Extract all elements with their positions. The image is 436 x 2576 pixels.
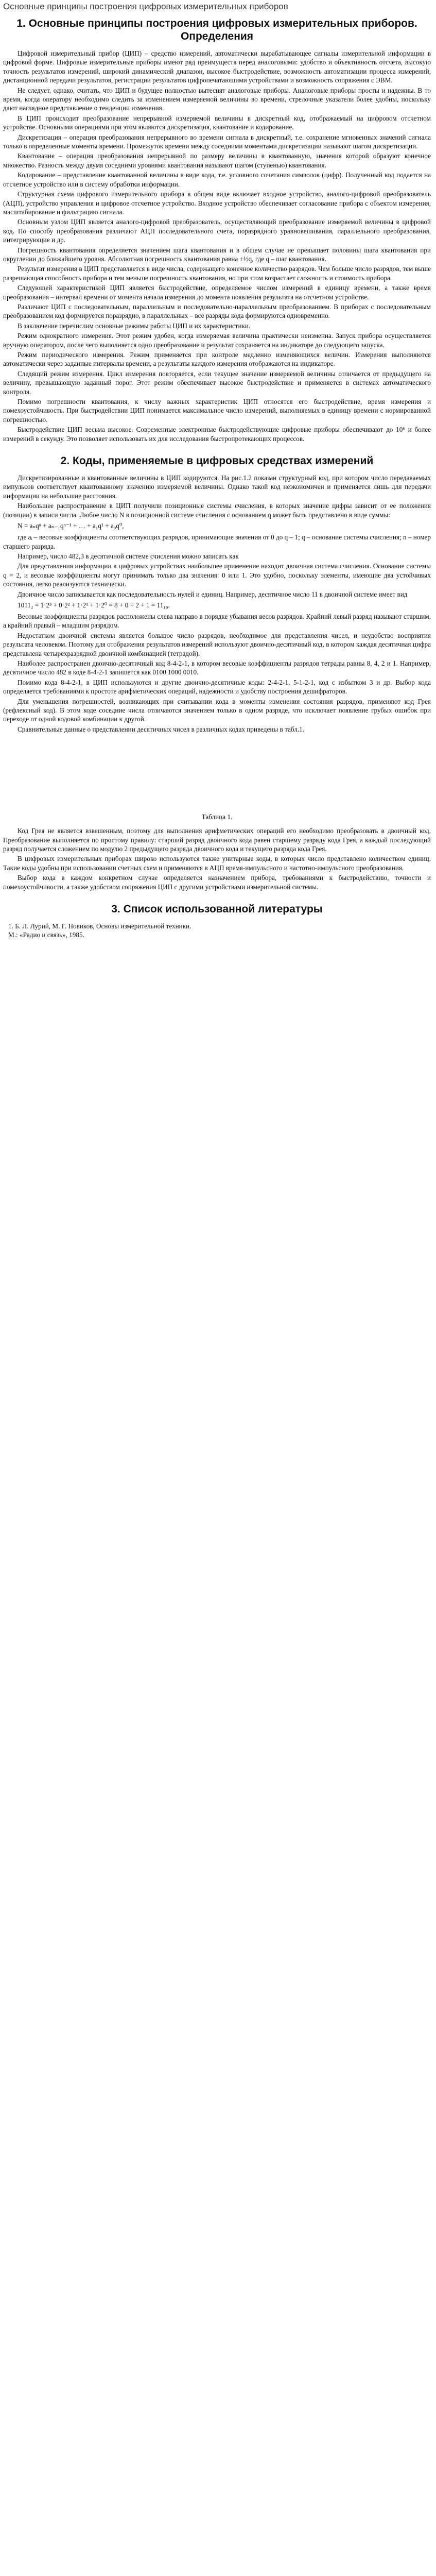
paragraph: Помимо кода 8-4-2-1, в ЦИП используются и другие двоично-десятичные коды: 2-4-2-1, 5-1-2-1, код с избытком 3 и др. Выбор кода определяется требованиями к простоте арифметических операций, надежности и удобству построения дешифраторов. xyxy=(3,678,431,696)
paragraph: Двоичное число записывается как последовательность нулей и единиц. Например, десятичное число 11 в двоичной системе имеет вид xyxy=(18,590,408,598)
page-title: Основные принципы построения цифровых измерительных приборов xyxy=(3,2,288,11)
paragraph: Весовые коэффициенты разрядов расположены слева направо в порядке убывания весов разрядов. Крайний левый разряд называют старшим, а крайний правый – младшим разрядом. xyxy=(3,612,431,630)
paragraph: Структурная схема цифрового измерительного прибора в общем виде включает входное устройство, аналого-цифровой преобразователь (АЦП), устройство управления и цифровое отсчетное устройство. Входное устройство обеспечивает согласование прибора с объектом измерения, масштабирование и фильтрацию сигнала. xyxy=(3,190,431,216)
section-heading-1: 1. Основные принципы построения цифровых измерительных приборов. Определения xyxy=(16,18,417,42)
paragraph: Дискретизация – операция преобразования непрерывного во времени сигнала в дискретный, т.е. сохранение мгновенных значений сигнала только в определенные моменты времени. Промежуток времени между соседними моментами дискретизации называют шагом дискретизации. xyxy=(3,133,431,150)
paragraph: Различают ЦИП с последовательным, параллельным и последовательно-параллельным преобразованием. В приборах с последовательным преобразованием код формируется поразрядно, в параллельных – все разряды кода формируются одновременно. xyxy=(3,302,431,320)
paragraph: Помимо погрешности квантования, к числу важных характеристик ЦИП относятся его быстродействие, время измерения и помехоустойчивость. При быстродействии ЦИП понимается максимальное число измерений, выполняемых в единицу времени с нормированной погрешностью. xyxy=(3,398,431,423)
paragraph: Цифровой измерительный прибор (ЦИП) – средство измерений, автоматически вырабатывающее сигналы измерительной информации в цифровой форме. Цифровые измерительные приборы имеют ряд преимуществ перед аналоговыми: удобство и объективность отсчета, высокую точность результатов измерений, широкий динамический диапазон, высокое быстродействие, возможность автоматизации процесса измерений, дистанционной передачи результатов, регистрации результатов цифропечатающими устройствами и возможность сопряжения с ЭВМ. xyxy=(3,49,431,84)
section-heading-references: 3. Список использованной литературы xyxy=(111,903,323,916)
paragraph: Не следует, однако, считать, что ЦИП и будущее полностью вытеснят аналоговые приборы. Аналоговые приборы просты и надежны. В то время, когда оператору необходимо следить за изменением измеряемой величины во времени, стрелочные указатели более удобны, поскольку дают наглядное представление о тенденции изменения. xyxy=(3,86,431,112)
paragraph: Быстродействие ЦИП весьма высокое. Современные электронные быстродействующие цифровые приборы обеспечивают до 10⁶ и более измерений в секунду. Это позволяет использовать их для исследования быстропротекающих процессов. xyxy=(3,426,431,443)
table-placeholder xyxy=(3,735,431,807)
section-2-body xyxy=(3,473,431,891)
paragraph: Для представления информации в цифровых устройствах наибольшее применение находит двоичная система счисления. Основание системы q = 2, и весовые коэффициенты могут принимать только два значения: 0 или 1. Это удобно, поскольку элементы, имеющие два устойчивых состояния, легко реализуются технически. xyxy=(3,562,431,588)
paragraph: Режим периодического измерения. Режим применяется при контроле медленно изменяющихся величин. Измерения выполняются автоматически через заданные интервалы времени, а результаты каждого измерения отображаются на индикаторе. xyxy=(3,351,431,368)
paragraph: В цифровых измерительных приборах широко используются также унитарные коды, в которых число представлено количеством единиц. Такие коды удобны при использовании счетных схем и применяются в АЦП время-импульсного и частотно-импульсного преобразования. xyxy=(3,855,431,872)
reference-item: 1. Б. Л. Лурий, М. Г. Новиков, Основы измерительной техники. xyxy=(8,922,191,930)
table-caption: Таблица 1. xyxy=(201,813,233,821)
paragraph: Наибольшее распространение в ЦИП получили позиционные системы счисления, в которых значение цифры зависит от ее положения (позиции) в записи числа. Любое число N в позиционной системе счисления с основанием q может быть представлено в виде суммы: xyxy=(3,502,431,519)
paragraph: В заключение перечислим основные режимы работы ЦИП и их характеристики. xyxy=(18,321,251,330)
section-1-body xyxy=(3,49,431,443)
formula: N = aₙqⁿ + aₙ₋₁qⁿ⁻¹ + … + a₁q¹ + a₀q⁰, xyxy=(18,522,124,530)
paragraph: Код Грея не является взвешенным, поэтому для выполнения арифметических операций его необходимо преобразовать в двоичный код. Преобразование выполняется по простому правилу: старший разряд двоичного кода равен старшему разряду кода Грея, а каждый последующий разряд получается сложением по модулю 2 предыдущего разряда двоичного кода и текущего разряда кода Грея. xyxy=(3,827,431,853)
paragraph: где aᵢ – весовые коэффициенты соответствующих разрядов, принимающие значения от 0 до q – 1; q – основание системы счисления; n – номер старшего разряда. xyxy=(3,533,431,550)
paragraph: Для уменьшения погрешностей, возникающих при считывании кода в моменты изменения состояния разрядов, применяют код Грея (рефлексный код). В этом коде соседние числа отличаются значением только в одном разряде, что исключает появление грубых ошибок при переходе от одной кодовой комбинации к другой. xyxy=(3,697,431,723)
paragraph: Квантование – операция преобразования непрерывной по размеру величины в квантованную, значения которой образуют конечное множество. Разность между двумя соседними уровнями квантования называют шагом (ступенью) квантования. xyxy=(3,152,431,169)
paragraph: Кодирование – представление квантованной величины в виде кода, т.е. условного сочетания символов (цифр). Полученный код подается на отсчетное устройство или в систему обработки информации. xyxy=(3,171,431,188)
paragraph: Сравнительные данные о представлении десятичных чисел в различных кодах приведены в табл.1. xyxy=(18,725,305,733)
formula: 1011₂ = 1·2³ + 0·2² + 1·2¹ + 1·2⁰ = 8 + 0 + 2 + 1 = 11₁₀. xyxy=(18,601,170,609)
paragraph: Дискретизированные и квантованные величины в ЦИП кодируются. На рис.1.2 показан структурный код, при котором число передаваемых импульсов соответствует квантованному значению измеряемой величины. Однако такой код неэкономичен и применяется лишь для передачи информации на небольшие расстояния. xyxy=(3,474,431,500)
paragraph: Следующей характеристикой ЦИП является быстродействие, определяемое числом измерений в единицу времени, а также время преобразования – интервал времени от момента начала измерения до момента появления результата на отсчетном устройстве. xyxy=(3,284,431,301)
paragraph: Наиболее распространен двоично-десятичный код 8-4-2-1, в котором весовые коэффициенты разрядов тетрады равны 8, 4, 2 и 1. Например, десятичное число 482 в коде 8-4-2-1 запишется как 0100 1000 0010. xyxy=(3,659,431,676)
paragraph: Следящий режим измерения. Цикл измерения повторяется, если текущее значение измеряемой величины отличается от предыдущего на величину, превышающую заданный порог. Этот режим обеспечивает высокое быстродействие и применяется в системах автоматического контроля. xyxy=(3,369,431,396)
paragraph: Погрешность квантования определяется значением шага квантования и в общем случае не превышает половины шага квантования при округлении до ближайшего уровня. Абсолютная погрешность квантования равна ±½q, где q – шаг квантования. xyxy=(3,246,431,263)
paragraph: Основным узлом ЦИП является аналого-цифровой преобразователь, осуществляющий преобразование измеряемой величины в цифровой код. По способу преобразования различают АЦП последовательного счета, поразрядного уравновешивания, параллельного преобразования, интегрирующие и др. xyxy=(3,218,431,244)
paragraph: Например, число 482,3 в десятичной системе счисления можно записать как xyxy=(18,552,239,560)
paragraph: В ЦИП происходит преобразование непрерывной измеряемой величины в дискретный код, отображаемый на цифровом отсчетном устройстве. Основными операциями при этом являются дискретизация, квантование и кодирование. xyxy=(3,114,431,131)
paragraph: Результат измерения в ЦИП представляется в виде числа, содержащего конечное количество разрядов. Чем больше число разрядов, тем выше разрешающая способность прибора и тем меньше погрешность квантования, но при этом возрастает сложность и стоимость прибора. xyxy=(3,265,431,282)
paragraph: Режим однократного измерения. Этот режим удобен, когда измеряемая величина практически неизменна. Запуск прибора осуществляется вручную оператором, после чего выполняется одно преобразование и результат сохраняется на индикаторе до следующего запуска. xyxy=(3,332,431,349)
document-page xyxy=(0,0,436,960)
reference-list xyxy=(3,922,431,940)
reference-item: М.: «Радио и связь», 1985. xyxy=(8,931,84,939)
paragraph: Недостатком двоичной системы является большое число разрядов, необходимое для представления чисел, и неудобство восприятия результата человеком. Поэтому для отображения результатов измерений используют двоично-десятичный код, в котором каждая десятичная цифра представлена четырехразрядной двоичной комбинацией (тетрадой). xyxy=(3,631,431,657)
section-heading-2: 2. Коды, применяемые в цифровых средствах измерений xyxy=(60,455,374,467)
paragraph: Выбор кода в каждом конкретном случае определяется назначением прибора, требованиями к быстродействию, точности и помехоустойчивости, а также удобством сопряжения ЦИП с другими устройствами измерительной системы. xyxy=(3,874,431,891)
